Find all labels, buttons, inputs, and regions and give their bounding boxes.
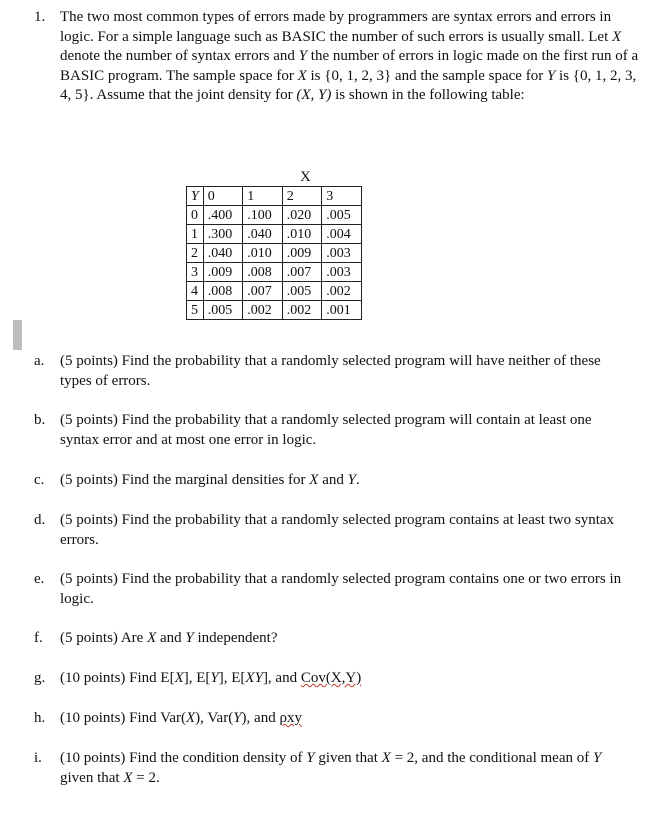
margin-marker bbox=[13, 320, 22, 350]
part-text: (10 points) Find the condition density of Y given that X = 2, and the conditional mean of Y given that X = 2. bbox=[60, 750, 602, 786]
part-text: (5 points) Find the probability that a randomly selected program contains one or two errors in logic. bbox=[60, 571, 622, 607]
table-cell: .007 bbox=[243, 282, 283, 301]
table-cell: .010 bbox=[243, 244, 283, 263]
table-row bbox=[187, 225, 362, 244]
part-g bbox=[34, 669, 634, 689]
x-value: 0 bbox=[203, 187, 243, 206]
table-row bbox=[187, 206, 362, 225]
table-row bbox=[187, 263, 362, 282]
table-row bbox=[187, 282, 362, 301]
y-value: 3 bbox=[187, 263, 204, 282]
y-value: 0 bbox=[187, 206, 204, 225]
part-text: (5 points) Find the probability that a randomly selected program will have neither of these types of errors. bbox=[60, 353, 601, 389]
part-i bbox=[34, 749, 634, 788]
part-text: (5 points) Are X and Y independent? bbox=[60, 630, 278, 646]
x-value: 1 bbox=[243, 187, 283, 206]
table-cell: .003 bbox=[322, 263, 362, 282]
table-cell: .008 bbox=[243, 263, 283, 282]
table-cell: .005 bbox=[282, 282, 322, 301]
y-value: 2 bbox=[187, 244, 204, 263]
part-text: (10 points) Find Var(X), Var(Y), and ρxy bbox=[60, 710, 302, 726]
part-letter: b. bbox=[34, 412, 46, 428]
table-cell: .010 bbox=[282, 225, 322, 244]
y-value: 5 bbox=[187, 301, 204, 320]
problem-number: 1. bbox=[34, 9, 46, 25]
part-letter: c. bbox=[34, 472, 45, 488]
table-cell: .002 bbox=[243, 301, 283, 320]
table-cell: .008 bbox=[203, 282, 243, 301]
table-cell: .040 bbox=[243, 225, 283, 244]
correlation-term: ρxy bbox=[279, 710, 302, 726]
part-text: (5 points) Find the marginal densities for X and Y. bbox=[60, 472, 360, 488]
y-value: 4 bbox=[187, 282, 204, 301]
table-cell: .040 bbox=[203, 244, 243, 263]
y-value: 1 bbox=[187, 225, 204, 244]
table-cell: .009 bbox=[282, 244, 322, 263]
density-grid bbox=[186, 186, 362, 320]
table-cell: .300 bbox=[203, 225, 243, 244]
table-row bbox=[187, 244, 362, 263]
part-text: (5 points) Find the probability that a randomly selected program contains at least two syntax errors. bbox=[60, 512, 615, 548]
table-cell: .003 bbox=[322, 244, 362, 263]
part-letter: d. bbox=[34, 512, 46, 528]
part-text: (10 points) Find E[X], E[Y], E[XY], and Cov(X,Y) bbox=[60, 670, 362, 686]
y-header: Y bbox=[187, 187, 204, 206]
part-text: (5 points) Find the probability that a randomly selected program will contain at least one syntax error and at most one error in logic. bbox=[60, 412, 592, 448]
table-cell: .009 bbox=[203, 263, 243, 282]
table-cell: .400 bbox=[203, 206, 243, 225]
table-cell: .005 bbox=[322, 206, 362, 225]
part-e bbox=[34, 570, 634, 609]
part-letter: g. bbox=[34, 670, 46, 686]
table-row bbox=[187, 301, 362, 320]
problem-text: The two most common types of errors made by programmers are syntax errors and errors in logic. For a simple language such as BASIC the number of such errors is usually small. Let X denote the number of syntax errors and Y the number of errors in logic made on the first run of a BASIC program. The sample space for X is {0, 1, 2, 3} and the sample space for Y is {0, 1, 2, 3, 4, 5}. Assume that the joint density for (X, Y) is shown in the following table: bbox=[60, 9, 639, 103]
table-cell: .002 bbox=[282, 301, 322, 320]
part-f bbox=[34, 629, 634, 649]
part-c bbox=[34, 471, 634, 491]
x-value: 2 bbox=[282, 187, 322, 206]
table-cell: .100 bbox=[243, 206, 283, 225]
table-cell: .001 bbox=[322, 301, 362, 320]
part-b bbox=[34, 411, 634, 450]
x-value: 3 bbox=[322, 187, 362, 206]
table-cell: .005 bbox=[203, 301, 243, 320]
part-letter: i. bbox=[34, 750, 42, 766]
table-cell: .007 bbox=[282, 263, 322, 282]
part-letter: f. bbox=[34, 630, 43, 646]
part-d bbox=[34, 511, 634, 550]
table-cell: .020 bbox=[282, 206, 322, 225]
part-letter: e. bbox=[34, 571, 45, 587]
covariance-term: Cov(X,Y) bbox=[300, 670, 362, 686]
table-cell: .004 bbox=[322, 225, 362, 244]
part-letter: a. bbox=[34, 353, 45, 369]
header-row bbox=[187, 187, 362, 206]
part-letter: h. bbox=[34, 710, 46, 726]
part-h bbox=[34, 709, 634, 729]
table-cell: .002 bbox=[322, 282, 362, 301]
problem-statement bbox=[34, 8, 644, 106]
part-a bbox=[34, 352, 634, 391]
